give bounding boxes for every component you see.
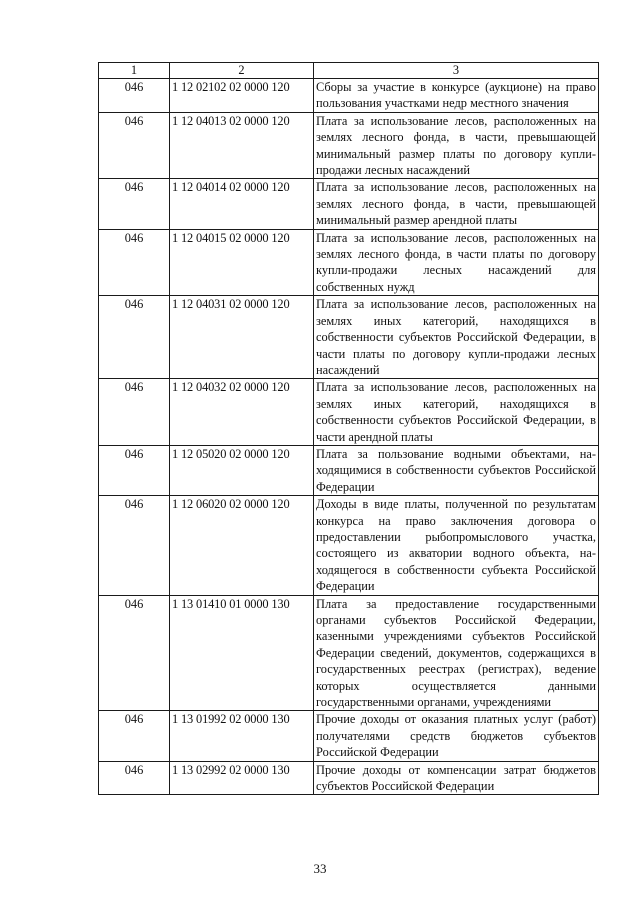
revenue-name-cell: Плата за пользование водными объектами, находящимися в собственности субъектов Российской Федерации: [314, 445, 599, 495]
admin-code-cell: 046: [99, 761, 170, 795]
header-col-1: 1: [99, 63, 170, 79]
header-row: [99, 63, 599, 79]
revenue-codes-table: [98, 62, 599, 795]
table-row: [99, 296, 599, 379]
admin-code-cell: 046: [99, 179, 170, 229]
table-row: [99, 711, 599, 761]
table-row: [99, 379, 599, 446]
table-row: [99, 112, 599, 179]
page-number: 33: [313, 861, 327, 876]
admin-code-cell: 046: [99, 496, 170, 595]
revenue-name-cell: Плата за использование лесов, расположенных на землях лесного фонда, в части, превышающей минимальный размер арендной платы: [314, 179, 599, 229]
table-row: [99, 595, 599, 711]
table-body: [99, 79, 599, 795]
revenue-name-cell: Прочие доходы от оказания платных услуг (работ) получателями средств бюджетов субъектов Российской Федерации: [314, 711, 599, 761]
revenue-name-cell: Плата за предоставление государственными органами субъектов Российской Федерации, казенными учреждениями субъектов Российской Федерации сведений, документов, содержащихся в государственных реестрах (регистрах), ведение которых осуществляется данными государственными органами, учреждениями: [314, 595, 599, 711]
revenue-code-cell: 1 12 02102 02 0000 120: [170, 79, 314, 113]
table-row: [99, 445, 599, 495]
header-col-2: 2: [170, 63, 314, 79]
table-row: [99, 179, 599, 229]
revenue-code-cell: 1 12 04014 02 0000 120: [170, 179, 314, 229]
revenue-code-cell: 1 12 04031 02 0000 120: [170, 296, 314, 379]
header-col-3: 3: [314, 63, 599, 79]
revenue-name-cell: Сборы за участие в конкурсе (аукционе) на право пользования участками недр местного значения: [314, 79, 599, 113]
revenue-code-cell: 1 13 01992 02 0000 130: [170, 711, 314, 761]
table-row: [99, 496, 599, 595]
table-header: [99, 63, 599, 79]
admin-code-cell: 046: [99, 79, 170, 113]
revenue-code-cell: 1 12 05020 02 0000 120: [170, 445, 314, 495]
admin-code-cell: 046: [99, 445, 170, 495]
revenue-name-cell: Плата за использование лесов, расположенных на землях лесного фонда, в части платы по договору купли-продажи лесных насаждений для собственных нужд: [314, 229, 599, 296]
revenue-code-cell: 1 12 04015 02 0000 120: [170, 229, 314, 296]
revenue-name-cell: Плата за использование лесов, расположенных на землях иных категорий, находящихся в собственности субъектов Российской Федерации, в части платы по договору купли-продажи лесных насаждений: [314, 296, 599, 379]
revenue-name-cell: Плата за использование лесов, расположенных на землях иных категорий, находящихся в собственности субъектов Российской Федерации, в части арендной платы: [314, 379, 599, 446]
revenue-code-cell: 1 12 04013 02 0000 120: [170, 112, 314, 179]
table-row: [99, 761, 599, 795]
admin-code-cell: 046: [99, 229, 170, 296]
revenue-code-cell: 1 13 01410 01 0000 130: [170, 595, 314, 711]
revenue-code-cell: 1 12 06020 02 0000 120: [170, 496, 314, 595]
admin-code-cell: 046: [99, 112, 170, 179]
table-row: [99, 229, 599, 296]
table-row: [99, 79, 599, 113]
admin-code-cell: 046: [99, 296, 170, 379]
revenue-code-cell: 1 12 04032 02 0000 120: [170, 379, 314, 446]
admin-code-cell: 046: [99, 595, 170, 711]
revenue-name-cell: Доходы в виде платы, полученной по результатам конкурса на право заключения договора о предоставлении рыбопромыслового участка, состоящего из акватории водного объекта, находящегося в собственности субъекта Российской Федерации: [314, 496, 599, 595]
revenue-name-cell: Плата за использование лесов, расположенных на землях лесного фонда, в части, превышающей минимальный размер платы по договору купли-продажи лесных насаждений: [314, 112, 599, 179]
admin-code-cell: 046: [99, 711, 170, 761]
admin-code-cell: 046: [99, 379, 170, 446]
revenue-code-cell: 1 13 02992 02 0000 130: [170, 761, 314, 795]
revenue-name-cell: Прочие доходы от компенсации затрат бюджетов субъектов Российской Федерации: [314, 761, 599, 795]
